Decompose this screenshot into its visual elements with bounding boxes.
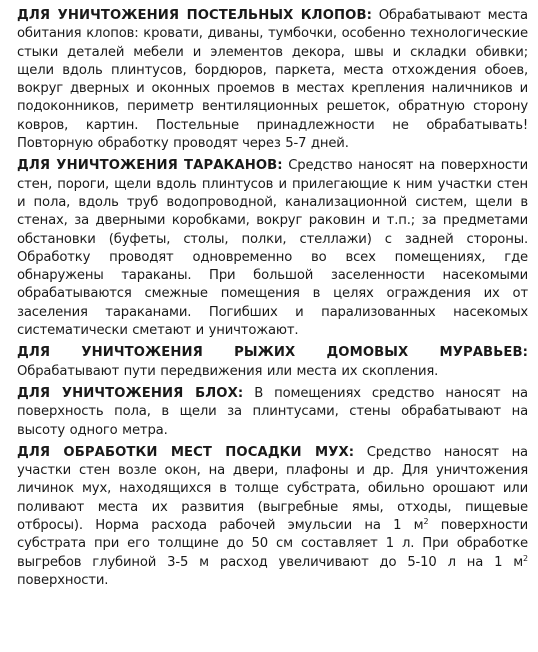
section-heading: ДЛЯ УНИЧТОЖЕНИЯ ТАРАКАНОВ:: [17, 158, 283, 174]
superscript-2: 2: [523, 553, 528, 563]
section-heading: ДЛЯ ОБРАБОТКИ МЕСТ ПОСАДКИ МУХ:: [17, 444, 355, 460]
section-cockroaches: [17, 157, 528, 340]
section-heading: ДЛЯ УНИЧТОЖЕНИЯ РЫЖИХ ДОМОВЫХ МУРАВЬЕВ:: [17, 345, 528, 361]
section-body: Средство наносят на поверхности стен, пороги, щели вдоль плинтусов и прилегающие к ним участки стен и пола, вдоль труб водопроводной, канализационной систем, щели в стенах, за дверными коробками, вокруг раковин и т.п.; за предметами обстановки (буфеты, столы, полки, стеллажи) с задней стороны. Обработку проводят одновременно во всех помещениях, где обнаружены тараканы. При большой заселенности насекомыми обрабатываются смежные помещения в целях ограждения их от заселения тараканами. Погибших и парализованных насекомых систематически сметают и уничтожают.: [17, 158, 528, 339]
section-heading: ДЛЯ УНИЧТОЖЕНИЯ ПОСТЕЛЬНЫХ КЛОПОВ:: [17, 8, 373, 23]
section-body: Средство наносят на участки стен возле окон, на двери, плафоны и др. Для уничтожения личинок мух, находящихся в толще субстрата, обильно орошают или поливают места их развития (выгребные ямы, отходы, пищевые отбросы). Норма расхода рабочей эмульсии на 1 м: [17, 444, 528, 534]
section-text: [17, 344, 528, 381]
section-text: [17, 7, 528, 153]
section-heading: ДЛЯ УНИЧТОЖЕНИЯ БЛОХ:: [17, 385, 244, 401]
section-text: [17, 385, 528, 440]
section-body: поверхности.: [17, 572, 109, 588]
section-ants: [17, 344, 528, 381]
section-bedbugs: [17, 7, 528, 153]
section-body: Обрабатывают пути передвижения или места их скопления.: [17, 363, 439, 379]
section-body: В помещениях средство наносят на поверхность пола, в щели за плинтусами, стены обрабатывают на высоту одного метра.: [17, 385, 528, 438]
section-body: поверхности субстрата при его толщине до 50 см составляет 1 л. При обработке выгребов глубиной 3-5 м расход увеличивают до 5-10 л на 1 м: [17, 518, 528, 570]
section-body: Обрабатывают места обитания клопов: кровати, диваны, тумбочки, особенно технологические стыки деталей мебели и элементов декора, швы и складки обивки; щели вдоль плинтусов, бордюров, паркета, места отхождения обоев, вокруг дверных и оконных проемов в местах крепления наличников и подоконников, периметр вентиляционных решеток, обратную сторону ковров, картин. Постельные принадлежности не обрабатывать! Повторную обработку проводят через 5-7 дней.: [17, 8, 528, 152]
section-fleas: [17, 385, 528, 440]
section-text: [17, 444, 528, 590]
superscript-2: 2: [423, 517, 429, 527]
section-flies: [17, 444, 528, 590]
section-text: [17, 157, 528, 340]
